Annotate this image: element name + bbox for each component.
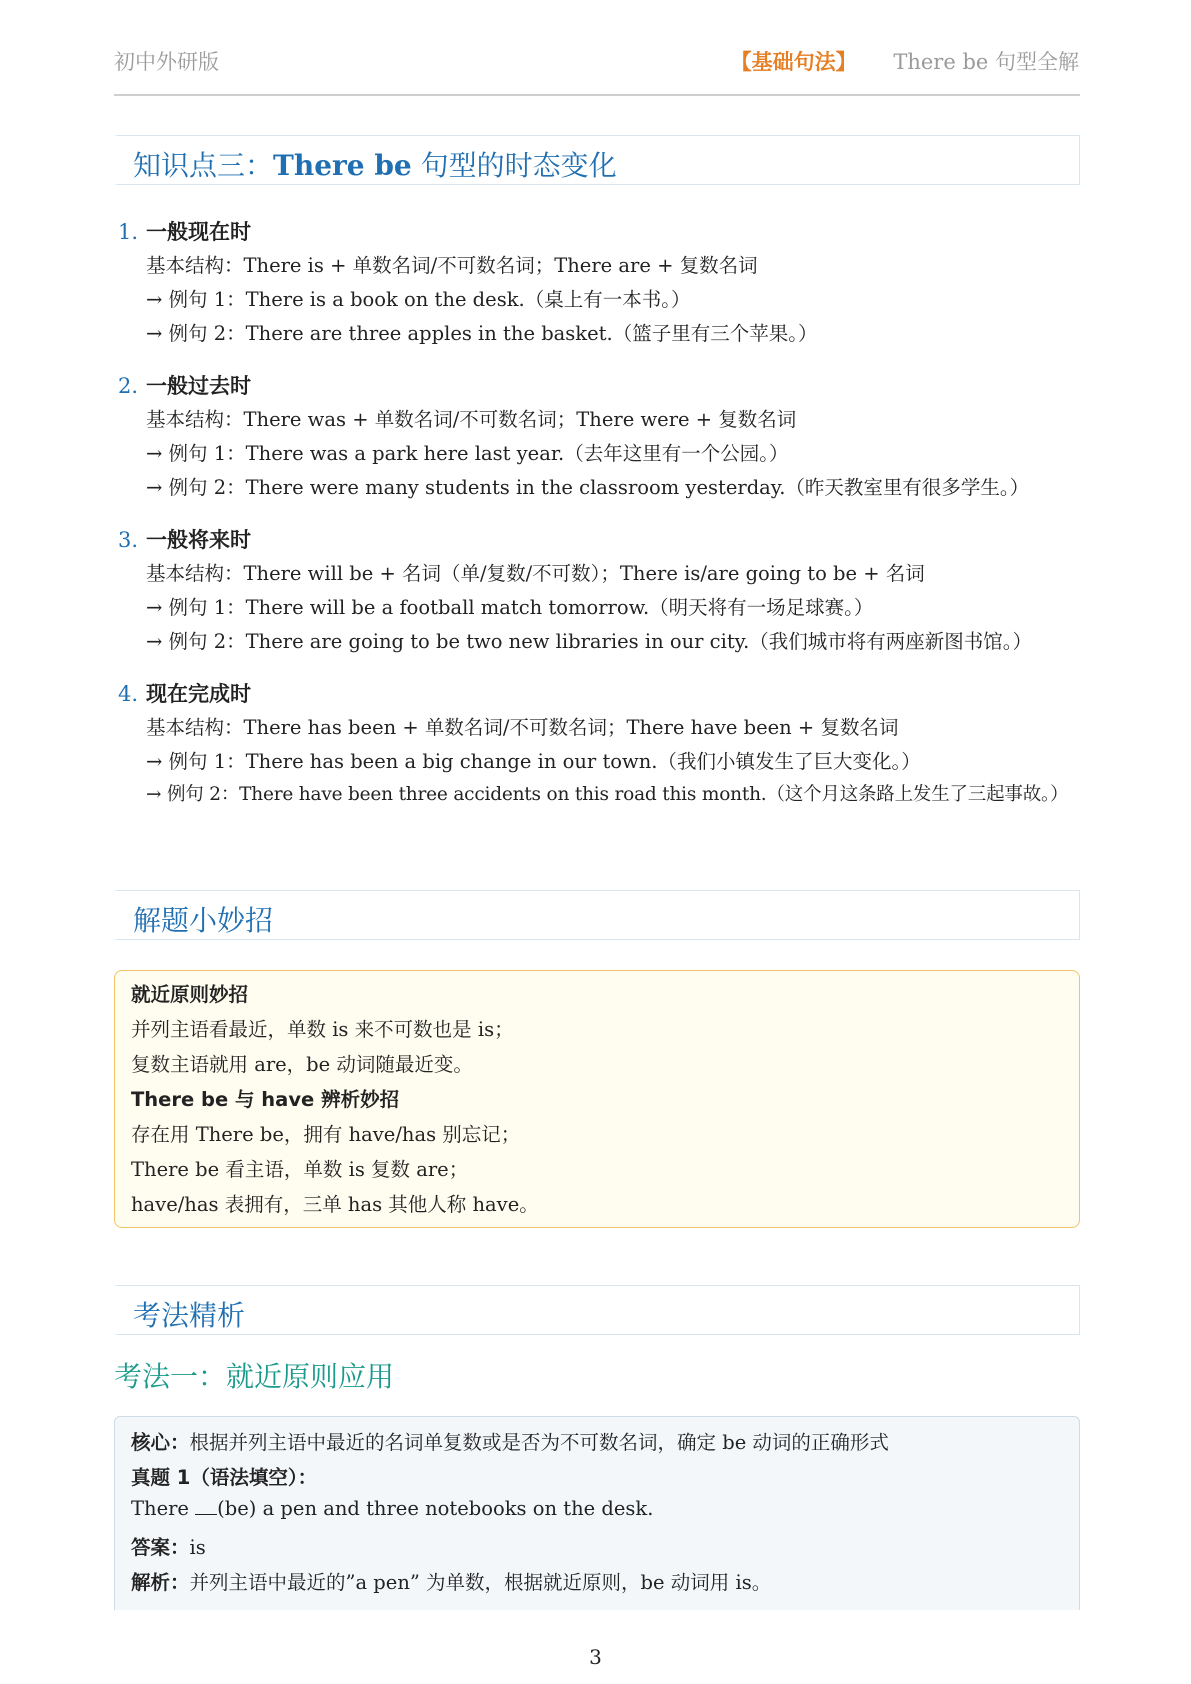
tips-line: 并列主语看最近，单数 is 来不可数也是 is； — [131, 1018, 514, 1041]
tense-structure: 基本结构：There will be + 名词（单/复数/不可数）；There is/are going to be + 名词 — [146, 562, 925, 585]
tense-name: 一般将来时 — [146, 528, 252, 552]
tips-line: 复数主语就用 are，be 动词随最近变。 — [131, 1053, 473, 1076]
header-tag: 【基础句法】 — [730, 50, 857, 74]
tips-heading: There be 与 have 辨析妙招 — [131, 1088, 400, 1111]
exam-question-label: 真题 1（语法填空）： — [131, 1466, 318, 1489]
tips-heading: 就近原则妙招 — [131, 983, 249, 1006]
tense-example: → 例句 1：There will be a football match tomorrow.（明天将有一场足球赛。） — [146, 596, 874, 619]
tense-example: → 例句 2：There are going to be two new libraries in our city.（我们城市将有两座新图书馆。） — [146, 630, 1033, 653]
tips-line: 存在用 There be，拥有 have/has 别忘记； — [131, 1123, 521, 1146]
section-title: 解题小妙招 — [133, 904, 274, 937]
tense-structure: 基本结构：There is + 单数名词/不可数名词；There are + 复数名词 — [146, 254, 758, 277]
tense-number: 3. — [118, 528, 139, 552]
section-title-prefix: 知识点三： — [133, 149, 274, 182]
tense-example: → 例句 2：There are three apples in the basket.（篮子里有三个苹果。） — [146, 322, 818, 345]
header-edition: 初中外研版 — [114, 50, 219, 74]
exam-explanation — [131, 1567, 771, 1595]
exam-answer-label: 答案： — [131, 1536, 190, 1559]
tense-title — [118, 524, 251, 554]
exam-answer-text: is — [189, 1536, 206, 1559]
exam-explanation-text: 并列主语中最近的”a pen” 为单数，根据就近原则，be 动词用 is。 — [189, 1571, 772, 1594]
section-title-box — [114, 1285, 1080, 1335]
section-title: 考法精析 — [133, 1299, 246, 1332]
tense-structure: 基本结构：There was + 单数名词/不可数名词；There were + 复数名词 — [146, 408, 797, 431]
section-title-suffix: 句型的时态变化 — [411, 149, 617, 182]
tense-number: 2. — [118, 374, 139, 398]
tense-example: → 例句 2：There were many students in the classroom yesterday.（昨天教室里有很多学生。） — [146, 476, 1030, 499]
exam-question-end: (be) a pen and three notebooks on the desk. — [217, 1497, 654, 1520]
tense-number: 1. — [118, 220, 139, 244]
section-title-box — [114, 135, 1080, 185]
answer-blank — [195, 1500, 217, 1515]
exam-core-label: 核心： — [131, 1431, 190, 1454]
tense-example: → 例句 2：There have been three accidents on this road this month.（这个月这条路上发生了三起事故。） — [146, 784, 1069, 805]
tense-structure: 基本结构：There has been + 单数名词/不可数名词；There have been + 复数名词 — [146, 716, 899, 739]
header-divider — [114, 94, 1080, 96]
section-title-bold: There be — [273, 149, 412, 182]
tense-example: → 例句 1：There was a park here last year.（去年这里有一个公园。） — [146, 442, 789, 465]
header-title: There be 句型全解 — [893, 50, 1079, 74]
tips-line: There be 看主语，单数 is 复数 are； — [131, 1158, 469, 1181]
tense-example: → 例句 1：There has been a big change in our town.（我们小镇发生了巨大变化。） — [146, 750, 921, 773]
exam-explanation-label: 解析： — [131, 1571, 190, 1594]
page-number: 3 — [589, 1645, 602, 1669]
section-title-box — [114, 890, 1080, 940]
method-title: 考法一：就近原则应用 — [114, 1360, 395, 1393]
exam-answer — [131, 1532, 206, 1560]
tense-title — [118, 678, 251, 708]
tense-name: 现在完成时 — [146, 682, 252, 706]
tips-box — [114, 970, 1080, 1228]
exam-question-start: There — [131, 1497, 196, 1520]
exam-question — [131, 1497, 653, 1520]
section-title — [133, 144, 617, 184]
tense-title — [118, 370, 251, 400]
exam-core-text: 根据并列主语中最近的名词单复数或是否为不可数名词，确定 be 动词的正确形式 — [189, 1431, 889, 1454]
tense-name: 一般现在时 — [146, 220, 252, 244]
exam-core — [131, 1427, 889, 1455]
tips-line: have/has 表拥有，三单 has 其他人称 have。 — [131, 1193, 539, 1216]
tense-example: → 例句 1：There is a book on the desk.（桌上有一本书。） — [146, 288, 691, 311]
tense-title — [118, 216, 251, 246]
tense-number: 4. — [118, 682, 139, 706]
tense-name: 一般过去时 — [146, 374, 252, 398]
exam-box — [114, 1416, 1080, 1610]
header-right — [731, 46, 1079, 76]
